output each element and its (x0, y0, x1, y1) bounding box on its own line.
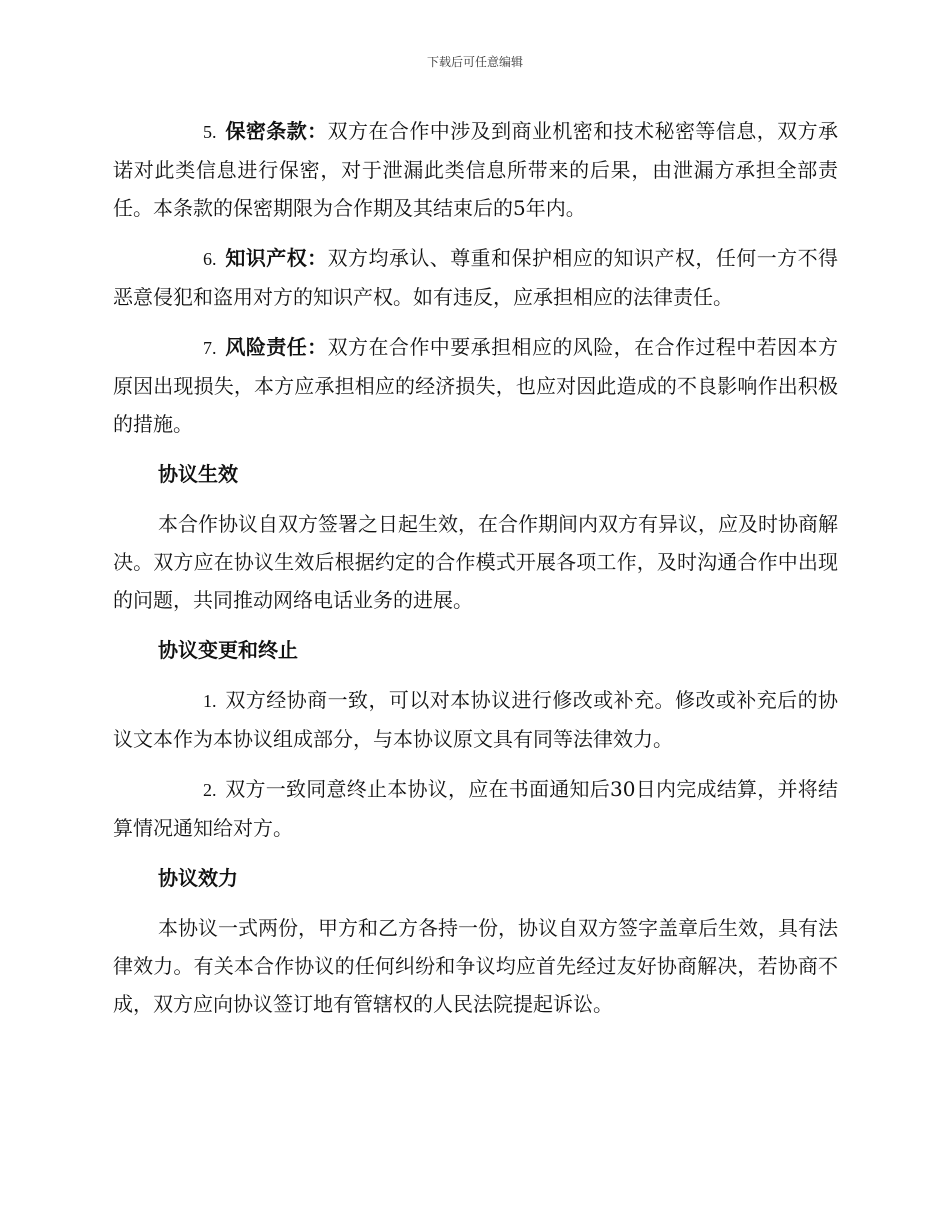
clause-number: 6. (203, 249, 217, 269)
clause-number: 7. (203, 338, 217, 358)
item-text: 双方一致同意终止本协议，应在书面通知后30日内完成结算，并将结算情况通知给对方。 (113, 777, 838, 840)
section-heading-validity: 协议效力 (158, 866, 238, 890)
item-text: 双方经协商一致，可以对本协议进行修改或补充。修改或补充后的协议文本作为本协议组成部分，与本协议原文具有同等法律效力。 (113, 688, 838, 751)
item-number: 2. (203, 780, 217, 800)
item-number: 1. (203, 691, 217, 711)
document-body (113, 112, 838, 1035)
change-item-2 (113, 770, 838, 847)
change-item-1 (113, 681, 838, 758)
clause-number: 5. (203, 122, 217, 142)
clause-term: 知识产权： (225, 246, 328, 270)
clause-text: 双方在合作中要承担相应的风险，在合作过程中若因本方原因出现损失，本方应承担相应的经济损失，也应对因此造成的不良影响作出积极的措施。 (113, 335, 839, 436)
clause-term: 风险责任： (225, 335, 328, 359)
clause-term: 保密条款： (225, 119, 328, 143)
section-text-effective: 本合作协议自双方签署之日起生效，在合作期间内双方有异议，应及时协商解决。双方应在协议生效后根据约定的合作模式开展各项工作，及时沟通合作中出现的问题，共同推动网络电话业务的进展。 (113, 512, 838, 612)
clause-7 (113, 328, 838, 443)
clause-text: 双方均承认、尊重和保护相应的知识产权，任何一方不得恶意侵犯和盗用对方的知识产权。如有违反，应承担相应的法律责任。 (113, 246, 839, 309)
page-header: 下载后可任意编辑 (426, 55, 523, 69)
clause-5 (113, 112, 838, 227)
section-text-validity: 本协议一式两份，甲方和乙方各持一份，协议自双方签字盖章后生效，具有法律效力。有关本合作协议的任何纠纷和争议均应首先经过友好协商解决，若协商不成，双方应向协议签订地有管辖权的人民法院提起诉讼。 (113, 916, 838, 1016)
clause-text: 双方在合作中涉及到商业机密和技术秘密等信息，双方承诺对此类信息进行保密，对于泄漏此类信息所带来的后果，由泄漏方承担全部责任。本条款的保密期限为合作期及其结束后的5年内。 (113, 119, 839, 220)
section-heading-change: 协议变更和终止 (158, 638, 298, 662)
section-heading-effective: 协议生效 (158, 462, 238, 486)
clause-6 (113, 239, 838, 316)
